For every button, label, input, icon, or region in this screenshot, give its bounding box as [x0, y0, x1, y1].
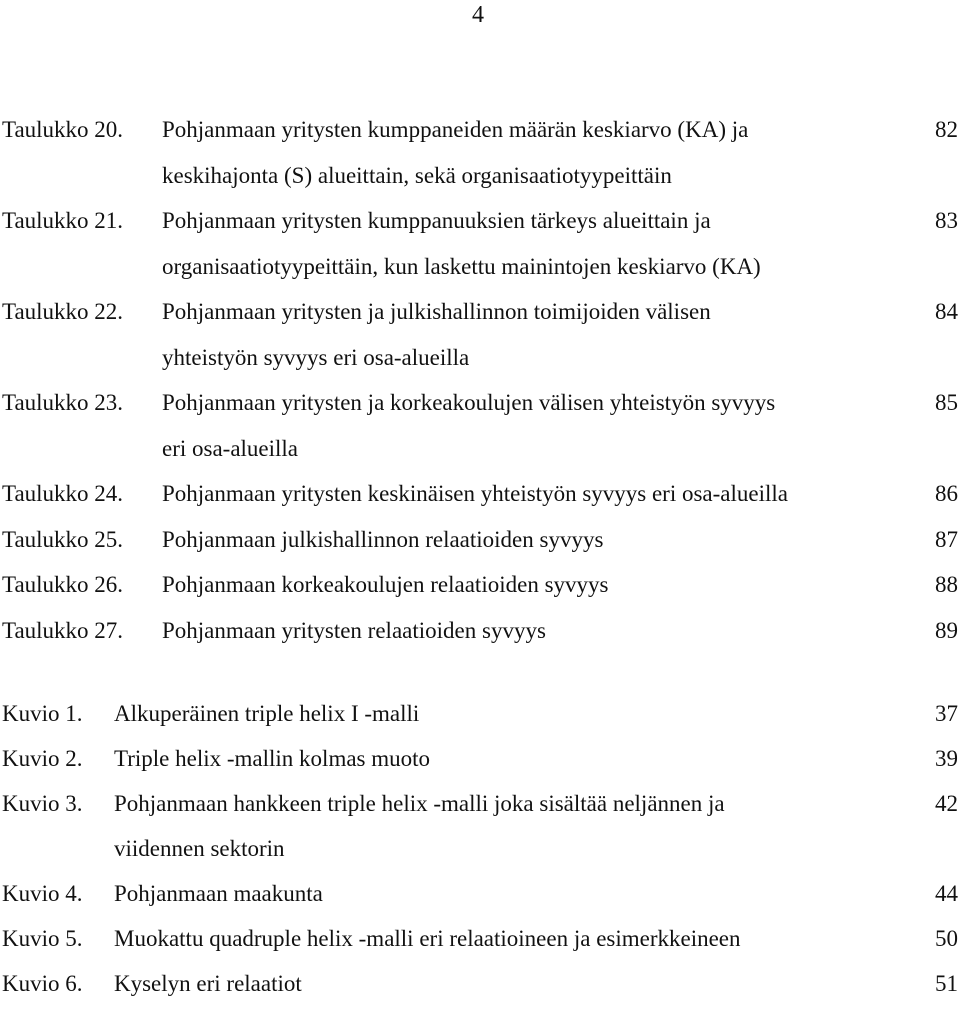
table-title: eri osa-alueilla	[162, 435, 299, 461]
table-title: Pohjanmaan yritysten kumppaneiden määrän keskiarvo (KA) ja	[162, 117, 749, 142]
table-entry	[0, 565, 960, 611]
table-title: Pohjanmaan korkeakoulujen relaatioiden syvyys	[162, 572, 609, 597]
figure-title: Muokattu quadruple helix -malli eri relaatioineen ja esimerkkeineen	[114, 926, 741, 951]
table-entry	[0, 611, 960, 657]
figure-page-number: 44	[935, 881, 958, 906]
figure-label: Kuvio 2.	[2, 746, 83, 771]
figure-title: Triple helix -mallin kolmas muoto	[114, 746, 431, 771]
table-title: yhteistyön syvyys eri osa-alueilla	[162, 344, 470, 370]
table-title: Pohjanmaan yritysten ja julkishallinnon toimijoiden välisen	[162, 299, 711, 324]
figure-entry	[0, 784, 960, 874]
table-page-number: 83	[935, 208, 958, 233]
table-page-number: 85	[935, 390, 958, 415]
figure-page-number: 39	[935, 746, 958, 771]
figure-page-number: 42	[935, 791, 958, 816]
page-number: 4	[472, 2, 484, 28]
table-page-number: 88	[935, 572, 958, 597]
table-entry	[0, 383, 960, 474]
figure-label: Kuvio 6.	[2, 971, 83, 996]
table-label: Taulukko 21.	[2, 208, 124, 233]
table-label: Taulukko 25.	[2, 526, 124, 552]
table-label: Taulukko 27.	[2, 617, 124, 643]
table-page-number: 84	[935, 299, 958, 324]
figure-label: Kuvio 3.	[2, 791, 83, 816]
table-title: organisaatiotyypeittäin, kun laskettu mainintojen keskiarvo (KA)	[162, 253, 761, 279]
table-title: Pohjanmaan julkishallinnon relaatioiden syvyys	[162, 526, 604, 552]
figure-label: Kuvio 5.	[2, 926, 83, 951]
table-label: Taulukko 20.	[2, 117, 124, 142]
figure-title: viidennen sektorin	[114, 836, 285, 861]
table-entry	[0, 201, 960, 292]
figure-entry	[0, 964, 960, 1009]
table-entry	[0, 474, 960, 520]
figure-entry	[0, 919, 960, 964]
table-entry	[0, 110, 960, 201]
table-title: Pohjanmaan yritysten kumppanuuksien tärkeys alueittain ja	[162, 208, 711, 233]
figure-title: Kyselyn eri relaatiot	[114, 971, 302, 996]
table-label: Taulukko 22.	[2, 299, 124, 324]
figure-label: Kuvio 4.	[2, 881, 83, 906]
table-title: keskihajonta (S) alueittain, sekä organisaatiotyypeittäin	[162, 162, 672, 188]
table-page-number: 82	[935, 117, 958, 142]
figure-page-number: 37	[935, 701, 958, 726]
table-label: Taulukko 26.	[2, 572, 124, 597]
table-title: Pohjanmaan yritysten ja korkeakoulujen välisen yhteistyön syvyys	[162, 390, 776, 415]
table-page-number: 89	[935, 617, 958, 643]
figure-page-number: 51	[935, 971, 958, 996]
figure-title: Pohjanmaan maakunta	[114, 881, 323, 906]
list-of-tables	[0, 110, 960, 656]
figure-entry	[0, 739, 960, 784]
figure-title: Alkuperäinen triple helix I -malli	[114, 701, 420, 726]
table-entry	[0, 292, 960, 383]
figure-label: Kuvio 1.	[2, 701, 83, 726]
table-page-number: 86	[935, 481, 958, 506]
table-entry	[0, 520, 960, 566]
table-page-number: 87	[935, 526, 958, 552]
table-title: Pohjanmaan yritysten relaatioiden syvyys	[162, 617, 546, 643]
figure-entry	[0, 694, 960, 739]
table-label: Taulukko 24.	[2, 481, 124, 506]
list-of-figures	[0, 694, 960, 1009]
table-title: Pohjanmaan yritysten keskinäisen yhteistyön syvyys eri osa-alueilla	[162, 481, 788, 506]
table-label: Taulukko 23.	[2, 390, 124, 415]
figure-page-number: 50	[935, 926, 958, 951]
figure-entry	[0, 874, 960, 919]
figure-title: Pohjanmaan hankkeen triple helix -malli joka sisältää neljännen ja	[114, 791, 725, 816]
